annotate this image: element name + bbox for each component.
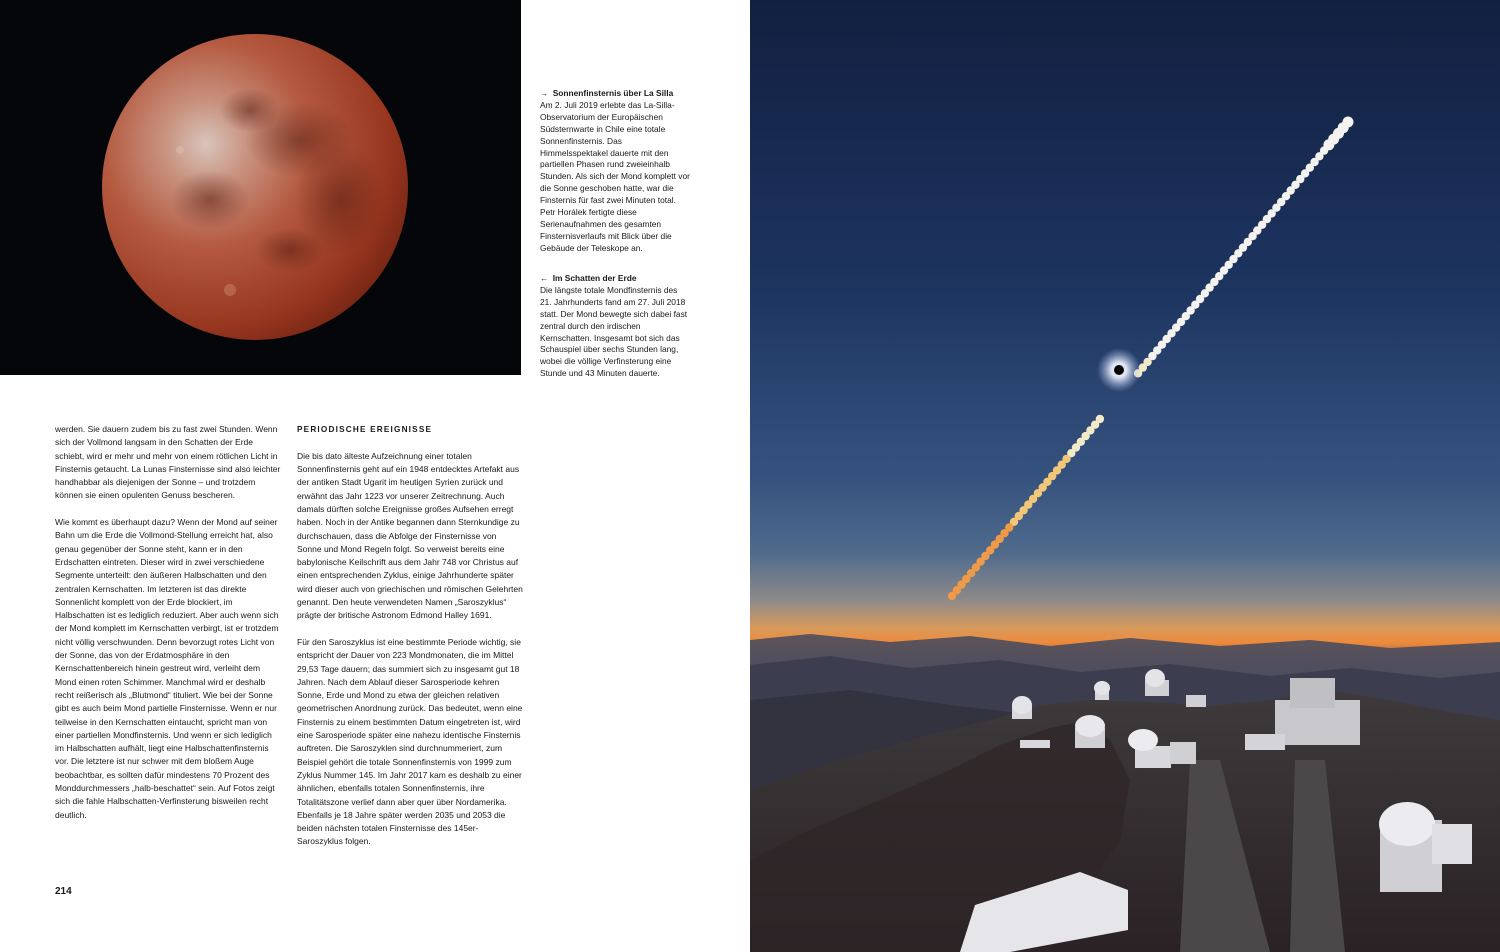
caption-text: Die längste totale Mondfinsternis des 21. Jahrhunderts fand am 27. Juli 2018 statt. Der Mond bewegte sich dabei fast zentral durch den irdischen Kernschatten. Insgesamt bot sich das Schauspiel über sechs Stunden lang, wobei die völlige Verfinsterung eine Stunde und 43 Minuten dauerte. [540, 284, 688, 379]
paragraph: Für den Saroszyklus ist eine bestimmte Periode wichtig, sie entspricht der Dauer von 223 Mondmonaten, die im Mittel 29,53 Tage dauern; das summiert sich zu insgesamt gut 18 Jahren. Nach dem Ablauf dieser Sarosperiode kehren Sonne, Erde und Mond zu etwa der gleichen relativen geometrischen Anordnung zurück. Das bedeutet, wenn eine Finsternis zu einem bestimmten Datum eingetreten ist, wird eine Sarosperiode später eine nahezu identische Finsternis auftreten. Die Saroszyklen sind durchnummeriert, zum Beispiel gehört die totale Sonnenfinsternis von 1999 zum Zyklus Nummer 145. Im Jahr 2017 kam es deshalb zu einer ähnlichen, ebenfalls totalen Sonnenfinsternis, ihre Totalitätszone verlief dann aber quer über Nordamerika. Ebenfalls je 18 Jahre später werden 2035 und 2053 die beiden nächsten totalen Finsternisse des 145er-Saroszyklus folgen. [297, 636, 523, 847]
section-heading: PERIODISCHE EREIGNISSE [297, 425, 433, 434]
caption-title: Im Schatten der Erde [552, 273, 637, 283]
sun-phase [948, 592, 956, 600]
paragraph: werden. Sie dauern zudem bis zu fast zwei Stunden. Wenn sich der Vollmond langsam in den Schatten der Erde schiebt, wird er mehr und mehr von einem rötlichen Licht in Finsternis getaucht. La Lunas Finsternisse sind also leichter handhabbar als diejenigen der Sonne – und trotzdem können sie einen opulenten Genuss bescheren. [55, 424, 281, 501]
arrow-left-icon: ← [540, 273, 549, 283]
solar-eclipse-sequence-photo [750, 0, 1500, 952]
body-column-left [55, 423, 281, 835]
caption-solar-eclipse [540, 88, 690, 255]
page-number: 214 [55, 886, 72, 897]
eclipsed-sun [1114, 365, 1124, 375]
paragraph: Die bis dato älteste Aufzeichnung einer totalen Sonnenfinsternis geht auf ein 1948 entdecktes Artefakt aus der antiken Stadt Ugarit im heutigen Syrien zurück und erwähnt das Jahr 1223 vor unserer Zeitrechnung. Auch damals dürften solche Ereignisse großes Aufsehen erregt haben. Noch in der Antike begannen dann Sternkundige zu durchschauen, dass die Abfolge der Finsternisse von Sonne und Mond Regeln folgt. So verweist bereits eine babylonische Keilschrift aus dem Jahr 748 vor Christus auf einen entsprechenden Zyklus, einige Jahrhunderte später wird dieser auch von griechischen und römischen Gelehrten genannt. Den heute verwendeten Namen „Saroszyklus“ prägte der britische Astronom Edmond Halley 1691. [297, 450, 523, 621]
caption-title: Sonnenfinsternis über La Silla [552, 88, 674, 98]
body-column-right [297, 423, 523, 862]
caption-lunar-eclipse [540, 273, 690, 380]
caption-text: Am 2. Juli 2019 erlebte das La-Silla-Observatorium der Europäischen Südsternwarte in Chile eine totale Sonnenfinsternis. Das Himmelsspektakel dauerte mit den partiellen Phasen rund zweieinhalb Stunden. Als sich der Mond komplett vor die Sonne geschoben hatte, war die Finsternis für fast zwei Minuten total. Petr Horálek fertigte diese Serienaufnahmen des gesamten Finsternisverlaufs mit Blick über die Gebäude der Teleskope an. [540, 99, 690, 253]
blood-moon-photo [0, 0, 521, 375]
paragraph: Wie kommt es überhaupt dazu? Wenn der Mond auf seiner Bahn um die Erde die Vollmond-Stellung erreicht hat, also genau gegenüber der Sonne steht, kann er in den Erdschatten eintreten. Dieser wird in zwei verschiedene Segmente unterteilt: den äußeren Halbschatten und den zentralen Kernschatten. Im letzteren ist das direkte Sonnenlicht komplett von der Erde blockiert, im Halbschatten ist es lediglich reduziert. Aber auch wenn sich der Mond komplett im Kernschatten verbirgt, ist er trotzdem nicht völlig verschwunden. Denn bevorzugt rotes Licht von der Sonne, das von der Erdatmosphäre in den Kernschattenbereich hinein gestreut wird, verleiht dem Mond einen roten Schimmer. Manchmal wird er deshalb recht reißerisch als „Blutmond“ tituliert. Wie bei der Sonne gibt es auch beim Mond partielle Finsternisse. Wenn er nur teilweise in den Kernschatten eintaucht, spricht man von einer partiellen Mondfinsternis. Und wenn er sich lediglich im Halbschatten aufhält, liegt eine Halbschattenfinsternis vor. Die letztere ist nur schwer mit dem bloßem Auge beobachtbar, es sollten dafür mindestens 70 Prozent des Monddurchmessers „halb-beschattet“ sein. Auf Fotos zeigt sich die fahle Halbschatten-Verfinsterung bisweilen recht deutlich. [55, 517, 279, 820]
arrow-right-icon: → [540, 88, 549, 98]
blood-moon-image [0, 0, 521, 375]
eclipse-photo-page [750, 0, 1500, 952]
